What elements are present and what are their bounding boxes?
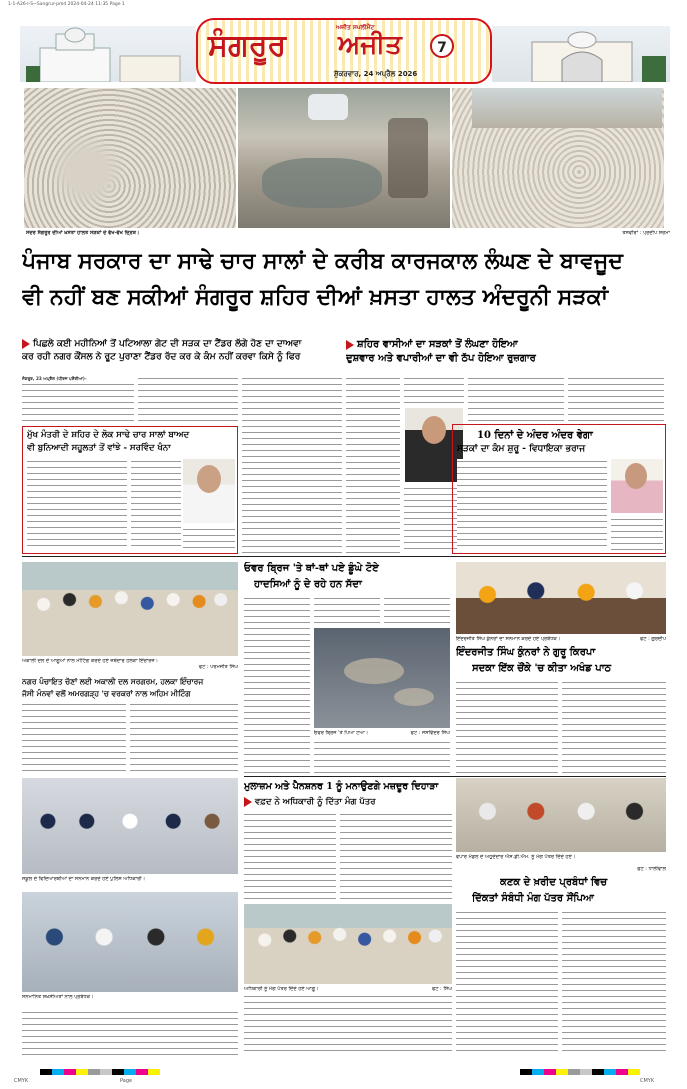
- quote-head-line2: ਵੀ ਬੁਨਿਆਦੀ ਸਹੂਲਤਾਂ ਤੋਂ ਵਾਂਝੇ - ਸਰਵਿੰਦ ਖੰਨਾ: [27, 443, 171, 453]
- meeting-caption: ਅਕਾਲੀ ਦਲ ਦੇ ਆਗੂਆਂ ਨਾਲ ਮੀਟਿੰਗ ਕਰਦੇ ਹੋਏ ਜਥੇਦਾਰ ਹਲਕਾ ਇੰਚਾਰਜ।: [22, 658, 158, 664]
- school-photo: [22, 778, 238, 874]
- registration-swatch: [100, 1069, 112, 1075]
- registration-bar: [520, 1069, 640, 1075]
- meeting-head-line2: ਜੱਸੀ ਮੰਨਵਾਂ ਵਲੋਂ ਅਮਰਗੜ੍ਹ 'ਚ ਵਰਕਰਾਂ ਨਾਲ ਅਹਿਮ ਮੀਟਿੰਗ: [22, 689, 191, 698]
- issue-date: ਸ਼ੁੱਕਰਵਾਰ, 24 ਅਪ੍ਰੈਲ 2026: [334, 70, 418, 78]
- road-photo-3: [452, 88, 664, 228]
- sub-headline-left: ਪਿਛਲੇ ਕਈ ਮਹੀਨਿਆਂ ਤੋਂ ਪਟਿਆਲਾ ਗੇਟ ਦੀ ਸੜਕ ਦਾ ਟੈਂਡਰ ਲੱਗੇ ਹੋਣ ਦਾ ਦਾਅਵਾ ਕਰ ਰਹੀ ਨਗਰ ਕੌਂਸਲ ਨੇ ਰੂਟ ਪੁਰਾਣਾ ਟੈਂਡਰ ਰੱਦ ਕਰ ਕੇ ਕੰਮ ਨਹੀਂ ਕਰਵਾ ਕਿਸੇ ਨੂੰ ਫਿਰ: [22, 339, 302, 362]
- footer-page: Page: [120, 1078, 133, 1084]
- trade-body-col1: [456, 910, 558, 1056]
- labour-photo: [244, 904, 452, 984]
- gurdwara-body-col1: [456, 680, 558, 774]
- registration-swatch: [568, 1069, 580, 1075]
- quote-head-line1: ਮੁੱਖ ਮੰਤਰੀ ਦੇ ਸ਼ਹਿਰ ਦੇ ਲੋਕ ਸਾਢੇ ਚਾਰ ਸਾਲਾਂ ਬਾਅਦ: [27, 430, 190, 440]
- accident-body-col3: [384, 596, 450, 626]
- temple-illustration-left: [20, 26, 196, 82]
- award-photo: [22, 892, 238, 992]
- mla-head-line2: ਸੜਕਾਂ ਦਾ ਕੰਮ ਸ਼ੁਰੂ - ਵਿਧਾਇਕਾ ਭਰਾਜ: [457, 444, 586, 454]
- accident-body-col4: [314, 740, 450, 774]
- labour-caption: ਅਧਿਕਾਰੀ ਨੂੰ ਮੰਗ ਪੱਤਰ ਦਿੰਦੇ ਹੋਏ ਆਗੂ।: [244, 986, 319, 992]
- trade-photo: [456, 778, 666, 852]
- story-body-col7: [568, 376, 664, 424]
- portrait-khanna: [183, 459, 235, 523]
- road-photo-2: [238, 88, 450, 228]
- masthead: [20, 18, 670, 84]
- mla-box: [452, 424, 666, 554]
- story-body-col3: [242, 376, 342, 554]
- labour-body-col2: [340, 812, 452, 902]
- city-name: ਸੰਗਰੂਰ: [208, 28, 287, 63]
- registration-swatch: [520, 1069, 532, 1075]
- meeting-photo: [22, 562, 238, 656]
- registration-swatch: [628, 1069, 640, 1075]
- labour-body-col3: [244, 994, 452, 1056]
- trade-caption: ਵਪਾਰ ਮੰਡਲ ਦੇ ਅਹੁਦੇਦਾਰ ਐਸ.ਡੀ.ਐਮ. ਨੂੰ ਮੰਗ ਪੱਤਰ ਦਿੰਦੇ ਹੋਏ।: [456, 854, 576, 860]
- sub-headline-right: ਸ਼ਹਿਰ ਵਾਸੀਆਂ ਦਾ ਸੜਕਾਂ ਤੋਂ ਲੰਘਣਾ ਹੋਇਆ ਦੁਸ਼ਵਾਰ ਅਤੇ ਵਪਾਰੀਆਂ ਦਾ ਵੀ ਠੱਪ ਹੋਇਆ ਰੁਜ਼ਗਾਰ: [346, 339, 536, 364]
- award-caption: ਸਨਮਾਨਿਤ ਸ਼ਖ਼ਸੀਅਤਾਂ ਨਾਲ ਪ੍ਰਬੰਧਕ।: [22, 994, 94, 1000]
- main-headline-line1: ਪੰਜਾਬ ਸਰਕਾਰ ਦਾ ਸਾਢੇ ਚਾਰ ਸਾਲਾਂ ਦੇ ਕਰੀਬ ਕਾਰਜਕਾਲ ਲੰਘਣ ਦੇ ਬਾਵਜੂਦ: [22, 248, 623, 274]
- portrait-mla: [611, 459, 663, 513]
- registration-swatch: [592, 1069, 604, 1075]
- registration-swatch: [148, 1069, 160, 1075]
- page-number: 7: [430, 34, 454, 58]
- section-divider: [22, 556, 666, 557]
- masthead-banner: [196, 18, 492, 84]
- registration-swatch: [532, 1069, 544, 1075]
- award-body: [22, 1010, 238, 1056]
- top-photo-credit: ਤਸਵੀਰਾਂ : ਪ੍ਰਦੀਪ ਸ਼ਰਮਾ: [622, 230, 670, 236]
- gurdwara-credit: ਫੋਟੋ : ਗੁਰਦੀਪ: [640, 636, 666, 642]
- footer-cmyk-left: CMYK: [14, 1078, 29, 1084]
- registration-swatch: [544, 1069, 556, 1075]
- gurdwara-head-line1: ਇੰਦਰਜੀਤ ਸਿੰਘ ਕੁੰਨਰਾਂ ਨੇ ਗੁਰੂ ਕਿਰਪਾ: [456, 647, 596, 658]
- meeting-body-col1: [22, 702, 126, 774]
- story-body-col5: [404, 376, 464, 406]
- registration-swatch: [88, 1069, 100, 1075]
- registration-swatch: [556, 1069, 568, 1075]
- registration-swatch: [40, 1069, 52, 1075]
- meeting-body-col2: [130, 702, 238, 774]
- meeting-credit: ਫੋਟੋ : ਪਰਮਜੀਤ ਸਿੰਘ: [198, 664, 238, 670]
- masthead-small-logo: ਅਜੀਤ ਸਪਲੀਮੈਂਟ: [336, 24, 375, 31]
- labour-subhead: ਵਫ਼ਦ ਨੇ ਅਧਿਕਾਰੀ ਨੂੰ ਦਿੱਤਾ ਮੰਗ ਪੱਤਰ: [244, 796, 454, 810]
- story-dateline: ਸੰਗਰੂਰ, 23 ਅਪ੍ਰੈਲ (ਧੀਰਜ ਪਸ਼ੌਰੀਆ)-: [22, 376, 134, 383]
- accident-body-col1: [244, 596, 310, 774]
- labour-body-col1: [244, 812, 336, 902]
- gurdwara-head-line2: ਸਦਕਾ ਇੱਕ ਚੌਂਕੇ 'ਚ ਕੀਤਾ ਅਖੰਡ ਪਾਠ: [472, 663, 612, 674]
- registration-swatch: [112, 1069, 124, 1075]
- registration-swatch: [604, 1069, 616, 1075]
- registration-swatch: [76, 1069, 88, 1075]
- registration-swatch: [616, 1069, 628, 1075]
- story-body-col4: [346, 376, 400, 554]
- trade-credit: ਫੋਟੋ : ਧਾਲੀਵਾਲ: [637, 866, 666, 872]
- trade-head-line1: ਕਣਕ ਦੇ ਖ਼ਰੀਦ ਪ੍ਰਬੰਧਾਂ ਵਿਚ: [500, 877, 608, 888]
- story-body-col2: [138, 376, 238, 424]
- quote-box: [22, 426, 238, 554]
- story-body-col6: [468, 376, 564, 424]
- story-body-col1: [22, 376, 134, 424]
- registration-swatch: [124, 1069, 136, 1075]
- red-arrow-icon: [346, 340, 354, 350]
- registration-swatch: [64, 1069, 76, 1075]
- registration-swatch: [136, 1069, 148, 1075]
- red-arrow-icon: [244, 797, 252, 807]
- print-slug: 1-1-A26-I-S~Sangrur-pmd 2024-04-24 11:35 Page 1: [8, 2, 125, 7]
- registration-swatch: [52, 1069, 64, 1075]
- mla-head-line1: 10 ਦਿਨਾਂ ਦੇ ਅੰਦਰ ਅੰਦਰ ਵੇਗਾ: [477, 430, 593, 441]
- red-arrow-icon: [22, 339, 30, 349]
- footer-cmyk-right: CMYK: [640, 1078, 655, 1084]
- gurdwara-body-col2: [562, 680, 666, 774]
- labour-credit: ਫੋਟੋ : ਸਿੰਘ: [432, 986, 452, 992]
- gate-illustration-right: [492, 26, 670, 82]
- accident-head-line1: ਓਵਰ ਬ੍ਰਿਜ 'ਤੇ ਥਾਂ-ਥਾਂ ਪਏ ਡੂੰਘੇ ਟੋਏ: [244, 563, 379, 574]
- school-caption: ਸਕੂਲ ਦੇ ਵਿਦਿਆਰਥੀਆਂ ਦਾ ਸਨਮਾਨ ਕਰਦੇ ਹੋਏ ਪੁਲਿਸ ਅਧਿਕਾਰੀ।: [22, 876, 146, 882]
- accident-head-line2: ਹਾਦਸਿਆਂ ਨੂੰ ਦੇ ਰਹੇ ਹਨ ਸੱਦਾ: [254, 579, 362, 590]
- trade-body-col2: [562, 910, 666, 1056]
- top-photo-caption: ਸਦਰ ਸੰਗਰੂਰ ਦੀਆਂ ਖ਼ਸਤਾ ਹਾਲਤ ਸੜਕਾਂ ਦੇ ਵੱਖ-ਵੱਖ ਦ੍ਰਿਸ਼।: [26, 230, 140, 236]
- registration-bar: [40, 1069, 160, 1075]
- gurdwara-caption: ਇੰਦਰਜੀਤ ਸਿੰਘ ਕੁੰਨਰਾਂ ਦਾ ਸਨਮਾਨ ਕਰਦੇ ਹੋਏ ਪ੍ਰਬੰਧਕ।: [456, 636, 561, 642]
- brand-name: ਅਜੀਤ: [338, 30, 402, 60]
- road-photo-1: [24, 88, 236, 228]
- pothole-caption: ਓਵਰ ਬ੍ਰਿਜ 'ਤੇ ਪਿਆ ਟੋਆ।: [314, 730, 369, 736]
- accident-body-col2: [314, 596, 380, 626]
- main-headline-line2: ਵੀ ਨਹੀਂ ਬਣ ਸਕੀਆਂ ਸੰਗਰੂਰ ਸ਼ਹਿਰ ਦੀਆਂ ਖ਼ਸਤਾ ਹਾਲਤ ਅੰਦਰੂਨੀ ਸੜਕਾਂ: [22, 284, 609, 310]
- trade-head-line2: ਦਿੱਕਤਾਂ ਸੰਬੰਧੀ ਮੰਗ ਪੱਤਰ ਸੌਂਪਿਆ: [472, 893, 594, 904]
- labour-headline: ਮੁਲਾਜ਼ਮ ਅਤੇ ਪੈਨਸ਼ਨਰ 1 ਨੂੰ ਮਨਾਉਣਗੇ ਮਜ਼ਦੂਰ ਦਿਹਾੜਾ: [244, 781, 439, 792]
- registration-swatch: [580, 1069, 592, 1075]
- pothole-photo: [314, 628, 450, 728]
- section-divider: [244, 776, 666, 777]
- meeting-head-line1: ਨਗਰ ਪੰਚਾਇਤ ਚੋਣਾਂ ਲਈ ਅਕਾਲੀ ਦਲ ਸਰਗਰਮ, ਹਲਕਾ ਇੰਚਾਰਜ: [22, 677, 204, 686]
- pothole-credit: ਫੋਟੋ : ਜਸਵਿੰਦਰ ਸਿੰਘ: [410, 730, 450, 736]
- gurdwara-photo: [456, 562, 666, 634]
